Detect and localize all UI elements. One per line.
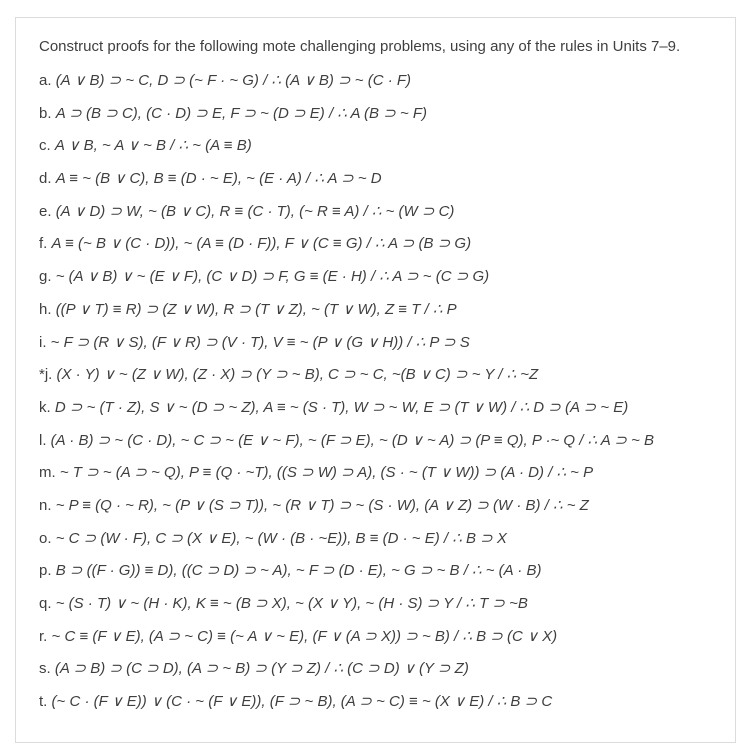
- problem-formula: A ≡ ~ (B ∨ C), B ≡ (D · ~ E), ~ (E · A) / ∴ A ⊃ ~ D: [55, 170, 382, 188]
- problem-item: [39, 529, 654, 562]
- problem-label: s.: [39, 660, 55, 678]
- problem-formula: (A ⊃ B) ⊃ (C ⊃ D), (A ⊃ ~ B) ⊃ (Y ⊃ Z) / ∴ (C ⊃ D) ∨ (Y ⊃ Z): [54, 660, 469, 678]
- problem-label: q.: [39, 595, 56, 612]
- problem-label: k.: [39, 398, 55, 416]
- problem-label: p.: [39, 562, 56, 580]
- problem-label: a.: [39, 72, 56, 89]
- problem-item: [39, 431, 654, 464]
- problem-formula: ~ T ⊃ ~ (A ⊃ ~ Q), P ≡ (Q · ~T), ((S ⊃ W) ⊃ A), (S · ~ (T ∨ W)) ⊃ (A · D) / ∴ ~ P: [59, 464, 594, 482]
- problem-item: [39, 659, 654, 692]
- problem-item: [39, 496, 654, 529]
- problem-formula: (X · Y) ∨ ~ (Z ∨ W), (Z · X) ⊃ (Y ⊃ ~ B), C ⊃ ~ C, ~(B ∨ C) ⊃ ~ Y / ∴ ~Z: [56, 366, 539, 384]
- problem-formula: ~ P ≡ (Q · ~ R), ~ (P ∨ (S ⊃ T)), ~ (R ∨ T) ⊃ ~ (S · W), (A ∨ Z) ⊃ (W · B) / ∴ ~ Z: [55, 496, 589, 514]
- problem-label: o.: [39, 529, 56, 547]
- problem-item: [39, 365, 654, 398]
- problem-label: c.: [39, 137, 55, 155]
- problem-formula: ~ C ≡ (F ∨ E), (A ⊃ ~ C) ≡ (~ A ∨ ~ E), (F ∨ (A ⊃ X)) ⊃ ~ B) / ∴ B ⊃ (C ∨ X): [51, 627, 558, 645]
- problem-item: [39, 594, 654, 627]
- problem-formula: A ⊃ (B ⊃ C), (C · D) ⊃ E, F ⊃ ~ (D ⊃ E) / ∴ A (B ⊃ ~ F): [55, 104, 428, 122]
- problem-item: [39, 561, 654, 594]
- problem-formula: A ≡ (~ B ∨ (C · D)), ~ (A ≡ (D · F)), F ∨ (C ≡ G) / ∴ A ⊃ (B ⊃ G): [51, 235, 472, 253]
- problem-formula: (~ C · (F ∨ E)) ∨ (C · ~ (F ∨ E)), (F ⊃ ~ B), (A ⊃ ~ C) ≡ ~ (X ∨ E) / ∴ B ⊃ C: [51, 693, 553, 711]
- problem-label: f.: [39, 235, 52, 253]
- problem-item: [39, 104, 654, 137]
- problem-item: [39, 202, 654, 235]
- problem-item: [39, 71, 654, 104]
- problem-item: [39, 300, 654, 333]
- problem-item: [39, 692, 654, 725]
- problem-formula: A ∨ B, ~ A ∨ ~ B / ∴ ~ (A ≡ B): [54, 137, 252, 155]
- problem-item: [39, 627, 654, 660]
- problem-formula: ((P ∨ T) ≡ R) ⊃ (Z ∨ W), R ⊃ (T ∨ Z), ~ (T ∨ W), Z ≡ T / ∴ P: [55, 300, 457, 318]
- problem-formula: (A ∨ B) ⊃ ~ C, D ⊃ (~ F · ~ G) / ∴ (A ∨ B) ⊃ ~ (C · F): [55, 72, 412, 89]
- problem-label: *j.: [39, 366, 57, 384]
- problem-label: d.: [39, 170, 56, 188]
- problem-item: [39, 463, 654, 496]
- problem-label: b.: [39, 104, 56, 122]
- problem-list: [39, 71, 654, 725]
- problem-label: r.: [39, 627, 52, 645]
- problem-label: i.: [39, 333, 51, 351]
- problem-label: e.: [39, 202, 56, 220]
- problem-card: [15, 17, 736, 743]
- problem-item: [39, 234, 654, 267]
- problem-item: [39, 398, 654, 431]
- problem-formula: ~ F ⊃ (R ∨ S), (F ∨ R) ⊃ (V · T), V ≡ ~ (P ∨ (G ∨ H)) / ∴ P ⊃ S: [50, 333, 470, 351]
- problem-label: g.: [39, 268, 56, 286]
- problem-item: [39, 333, 654, 366]
- problem-item: [39, 267, 654, 300]
- problem-label: m.: [39, 464, 60, 482]
- instructions-text: Construct proofs for the following mote challenging problems, using any of the rules in Units 7–9.: [39, 38, 681, 55]
- problem-item: [39, 169, 654, 202]
- problem-formula: (A ∨ D) ⊃ W, ~ (B ∨ C), R ≡ (C · T), (~ R ≡ A) / ∴ ~ (W ⊃ C): [55, 202, 455, 220]
- problem-formula: ~ (S · T) ∨ ~ (H · K), K ≡ ~ (B ⊃ X), ~ (X ∨ Y), ~ (H · S) ⊃ Y / ∴ T ⊃ ~B: [55, 595, 528, 612]
- problem-formula: (A · B) ⊃ ~ (C · D), ~ C ⊃ ~ (E ∨ ~ F), ~ (F ⊃ E), ~ (D ∨ ~ A) ⊃ (P ≡ Q), P ·~ Q / ∴ A ⊃ ~ B: [50, 431, 654, 449]
- problem-formula: D ⊃ ~ (T · Z), S ∨ ~ (D ⊃ ~ Z), A ≡ ~ (S · T), W ⊃ ~ W, E ⊃ (T ∨ W) / ∴ D ⊃ (A ⊃ ~ E): [54, 398, 629, 416]
- problem-label: l.: [39, 431, 51, 449]
- problem-label: n.: [39, 496, 56, 514]
- problem-label: t.: [39, 693, 52, 711]
- problem-label: h.: [39, 300, 56, 318]
- problem-formula: B ⊃ ((F · G)) ≡ D), ((C ⊃ D) ⊃ ~ A), ~ F ⊃ (D · E), ~ G ⊃ ~ B / ∴ ~ (A · B): [55, 562, 542, 580]
- problem-item: [39, 136, 654, 169]
- problem-formula: ~ C ⊃ (W · F), C ⊃ (X ∨ E), ~ (W · (B · ~E)), B ≡ (D · ~ E) / ∴ B ⊃ X: [55, 529, 507, 547]
- problem-formula: ~ (A ∨ B) ∨ ~ (E ∨ F), (C ∨ D) ⊃ F, G ≡ (E · H) / ∴ A ⊃ ~ (C ⊃ G): [55, 268, 490, 286]
